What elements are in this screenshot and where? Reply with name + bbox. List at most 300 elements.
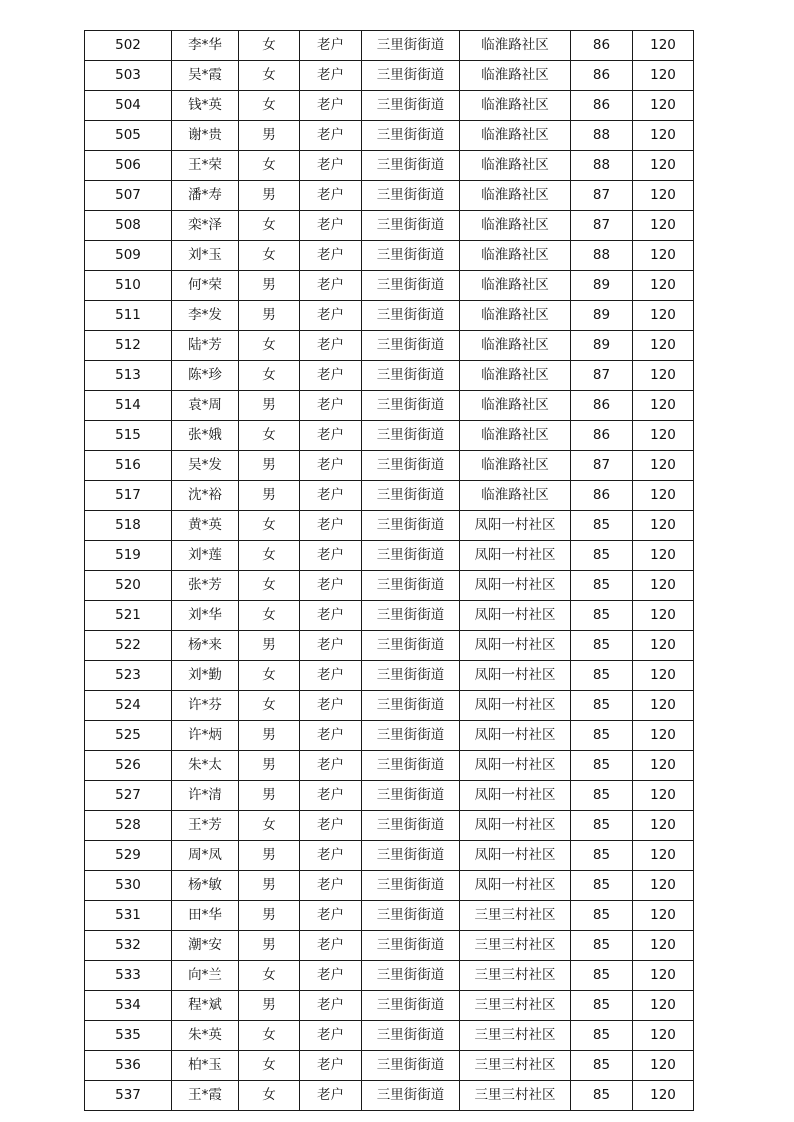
street-cell: 三里街街道 bbox=[362, 691, 460, 721]
age-cell: 85 bbox=[571, 601, 633, 631]
age-cell: 85 bbox=[571, 781, 633, 811]
table-row bbox=[85, 781, 694, 811]
name-cell: 程*斌 bbox=[172, 991, 239, 1021]
community-cell: 临淮路社区 bbox=[460, 211, 571, 241]
name-cell: 刘*玉 bbox=[172, 241, 239, 271]
row-number-cell: 511 bbox=[85, 301, 172, 331]
gender-cell: 女 bbox=[239, 511, 300, 541]
household-type-cell: 老户 bbox=[300, 31, 362, 61]
name-cell: 周*凤 bbox=[172, 841, 239, 871]
household-type-cell: 老户 bbox=[300, 211, 362, 241]
street-cell: 三里街街道 bbox=[362, 361, 460, 391]
community-cell: 临淮路社区 bbox=[460, 361, 571, 391]
amount-cell: 120 bbox=[633, 361, 694, 391]
gender-cell: 男 bbox=[239, 391, 300, 421]
amount-cell: 120 bbox=[633, 91, 694, 121]
row-number-cell: 519 bbox=[85, 541, 172, 571]
gender-cell: 女 bbox=[239, 61, 300, 91]
community-cell: 临淮路社区 bbox=[460, 301, 571, 331]
amount-cell: 120 bbox=[633, 31, 694, 61]
roster-table bbox=[84, 30, 694, 1111]
amount-cell: 120 bbox=[633, 661, 694, 691]
household-type-cell: 老户 bbox=[300, 91, 362, 121]
name-cell: 袁*周 bbox=[172, 391, 239, 421]
name-cell: 李*华 bbox=[172, 31, 239, 61]
row-number-cell: 521 bbox=[85, 601, 172, 631]
community-cell: 三里三村社区 bbox=[460, 901, 571, 931]
age-cell: 87 bbox=[571, 181, 633, 211]
gender-cell: 女 bbox=[239, 31, 300, 61]
gender-cell: 男 bbox=[239, 871, 300, 901]
street-cell: 三里街街道 bbox=[362, 391, 460, 421]
community-cell: 临淮路社区 bbox=[460, 151, 571, 181]
table-row bbox=[85, 151, 694, 181]
gender-cell: 女 bbox=[239, 661, 300, 691]
row-number-cell: 523 bbox=[85, 661, 172, 691]
gender-cell: 女 bbox=[239, 1081, 300, 1111]
gender-cell: 男 bbox=[239, 841, 300, 871]
age-cell: 85 bbox=[571, 691, 633, 721]
street-cell: 三里街街道 bbox=[362, 331, 460, 361]
table-row bbox=[85, 31, 694, 61]
amount-cell: 120 bbox=[633, 391, 694, 421]
community-cell: 凤阳一村社区 bbox=[460, 751, 571, 781]
row-number-cell: 512 bbox=[85, 331, 172, 361]
community-cell: 三里三村社区 bbox=[460, 991, 571, 1021]
community-cell: 凤阳一村社区 bbox=[460, 691, 571, 721]
community-cell: 三里三村社区 bbox=[460, 931, 571, 961]
row-number-cell: 518 bbox=[85, 511, 172, 541]
household-type-cell: 老户 bbox=[300, 631, 362, 661]
table-row bbox=[85, 961, 694, 991]
household-type-cell: 老户 bbox=[300, 121, 362, 151]
table-row bbox=[85, 301, 694, 331]
household-type-cell: 老户 bbox=[300, 1081, 362, 1111]
gender-cell: 男 bbox=[239, 901, 300, 931]
row-number-cell: 531 bbox=[85, 901, 172, 931]
table-row bbox=[85, 691, 694, 721]
table-row bbox=[85, 91, 694, 121]
community-cell: 凤阳一村社区 bbox=[460, 541, 571, 571]
street-cell: 三里街街道 bbox=[362, 31, 460, 61]
row-number-cell: 533 bbox=[85, 961, 172, 991]
name-cell: 潘*寿 bbox=[172, 181, 239, 211]
table-row bbox=[85, 1021, 694, 1051]
age-cell: 85 bbox=[571, 1081, 633, 1111]
street-cell: 三里街街道 bbox=[362, 601, 460, 631]
amount-cell: 120 bbox=[633, 121, 694, 151]
street-cell: 三里街街道 bbox=[362, 271, 460, 301]
amount-cell: 120 bbox=[633, 811, 694, 841]
amount-cell: 120 bbox=[633, 751, 694, 781]
amount-cell: 120 bbox=[633, 541, 694, 571]
community-cell: 凤阳一村社区 bbox=[460, 631, 571, 661]
gender-cell: 女 bbox=[239, 151, 300, 181]
gender-cell: 男 bbox=[239, 931, 300, 961]
amount-cell: 120 bbox=[633, 1051, 694, 1081]
gender-cell: 女 bbox=[239, 541, 300, 571]
gender-cell: 女 bbox=[239, 331, 300, 361]
name-cell: 向*兰 bbox=[172, 961, 239, 991]
street-cell: 三里街街道 bbox=[362, 931, 460, 961]
table-row bbox=[85, 1051, 694, 1081]
gender-cell: 男 bbox=[239, 751, 300, 781]
community-cell: 三里三村社区 bbox=[460, 1081, 571, 1111]
name-cell: 许*清 bbox=[172, 781, 239, 811]
street-cell: 三里街街道 bbox=[362, 571, 460, 601]
age-cell: 88 bbox=[571, 151, 633, 181]
amount-cell: 120 bbox=[633, 61, 694, 91]
row-number-cell: 507 bbox=[85, 181, 172, 211]
table-row bbox=[85, 901, 694, 931]
community-cell: 临淮路社区 bbox=[460, 391, 571, 421]
table-row bbox=[85, 631, 694, 661]
household-type-cell: 老户 bbox=[300, 301, 362, 331]
row-number-cell: 517 bbox=[85, 481, 172, 511]
row-number-cell: 524 bbox=[85, 691, 172, 721]
table-row bbox=[85, 61, 694, 91]
age-cell: 85 bbox=[571, 631, 633, 661]
row-number-cell: 536 bbox=[85, 1051, 172, 1081]
name-cell: 栾*泽 bbox=[172, 211, 239, 241]
name-cell: 沈*裕 bbox=[172, 481, 239, 511]
name-cell: 朱*太 bbox=[172, 751, 239, 781]
community-cell: 临淮路社区 bbox=[460, 91, 571, 121]
amount-cell: 120 bbox=[633, 331, 694, 361]
street-cell: 三里街街道 bbox=[362, 1081, 460, 1111]
name-cell: 王*芳 bbox=[172, 811, 239, 841]
row-number-cell: 525 bbox=[85, 721, 172, 751]
table-row bbox=[85, 451, 694, 481]
household-type-cell: 老户 bbox=[300, 391, 362, 421]
age-cell: 85 bbox=[571, 931, 633, 961]
community-cell: 临淮路社区 bbox=[460, 61, 571, 91]
table-row bbox=[85, 841, 694, 871]
community-cell: 临淮路社区 bbox=[460, 241, 571, 271]
amount-cell: 120 bbox=[633, 601, 694, 631]
amount-cell: 120 bbox=[633, 871, 694, 901]
gender-cell: 男 bbox=[239, 301, 300, 331]
table-row bbox=[85, 211, 694, 241]
table-row bbox=[85, 1081, 694, 1111]
household-type-cell: 老户 bbox=[300, 61, 362, 91]
street-cell: 三里街街道 bbox=[362, 61, 460, 91]
street-cell: 三里街街道 bbox=[362, 511, 460, 541]
gender-cell: 女 bbox=[239, 361, 300, 391]
amount-cell: 120 bbox=[633, 691, 694, 721]
amount-cell: 120 bbox=[633, 241, 694, 271]
street-cell: 三里街街道 bbox=[362, 811, 460, 841]
row-number-cell: 505 bbox=[85, 121, 172, 151]
age-cell: 89 bbox=[571, 301, 633, 331]
community-cell: 凤阳一村社区 bbox=[460, 511, 571, 541]
amount-cell: 120 bbox=[633, 271, 694, 301]
row-number-cell: 513 bbox=[85, 361, 172, 391]
table-row bbox=[85, 181, 694, 211]
household-type-cell: 老户 bbox=[300, 271, 362, 301]
community-cell: 凤阳一村社区 bbox=[460, 811, 571, 841]
amount-cell: 120 bbox=[633, 991, 694, 1021]
age-cell: 85 bbox=[571, 1051, 633, 1081]
amount-cell: 120 bbox=[633, 481, 694, 511]
household-type-cell: 老户 bbox=[300, 961, 362, 991]
household-type-cell: 老户 bbox=[300, 241, 362, 271]
row-number-cell: 504 bbox=[85, 91, 172, 121]
household-type-cell: 老户 bbox=[300, 541, 362, 571]
age-cell: 86 bbox=[571, 421, 633, 451]
street-cell: 三里街街道 bbox=[362, 241, 460, 271]
gender-cell: 男 bbox=[239, 121, 300, 151]
community-cell: 凤阳一村社区 bbox=[460, 571, 571, 601]
household-type-cell: 老户 bbox=[300, 781, 362, 811]
amount-cell: 120 bbox=[633, 301, 694, 331]
table-row bbox=[85, 541, 694, 571]
gender-cell: 男 bbox=[239, 721, 300, 751]
community-cell: 凤阳一村社区 bbox=[460, 781, 571, 811]
community-cell: 凤阳一村社区 bbox=[460, 871, 571, 901]
amount-cell: 120 bbox=[633, 421, 694, 451]
street-cell: 三里街街道 bbox=[362, 301, 460, 331]
row-number-cell: 520 bbox=[85, 571, 172, 601]
street-cell: 三里街街道 bbox=[362, 211, 460, 241]
row-number-cell: 508 bbox=[85, 211, 172, 241]
street-cell: 三里街街道 bbox=[362, 1021, 460, 1051]
community-cell: 临淮路社区 bbox=[460, 271, 571, 301]
name-cell: 柏*玉 bbox=[172, 1051, 239, 1081]
amount-cell: 120 bbox=[633, 1021, 694, 1051]
street-cell: 三里街街道 bbox=[362, 841, 460, 871]
age-cell: 87 bbox=[571, 451, 633, 481]
gender-cell: 女 bbox=[239, 421, 300, 451]
gender-cell: 男 bbox=[239, 631, 300, 661]
gender-cell: 女 bbox=[239, 211, 300, 241]
name-cell: 刘*莲 bbox=[172, 541, 239, 571]
table-row bbox=[85, 571, 694, 601]
table-row bbox=[85, 271, 694, 301]
age-cell: 89 bbox=[571, 331, 633, 361]
age-cell: 85 bbox=[571, 511, 633, 541]
name-cell: 陈*珍 bbox=[172, 361, 239, 391]
table-row bbox=[85, 421, 694, 451]
community-cell: 凤阳一村社区 bbox=[460, 721, 571, 751]
age-cell: 85 bbox=[571, 751, 633, 781]
age-cell: 87 bbox=[571, 211, 633, 241]
street-cell: 三里街街道 bbox=[362, 421, 460, 451]
gender-cell: 男 bbox=[239, 181, 300, 211]
amount-cell: 120 bbox=[633, 451, 694, 481]
age-cell: 85 bbox=[571, 571, 633, 601]
household-type-cell: 老户 bbox=[300, 751, 362, 781]
name-cell: 何*荣 bbox=[172, 271, 239, 301]
gender-cell: 男 bbox=[239, 451, 300, 481]
age-cell: 86 bbox=[571, 61, 633, 91]
street-cell: 三里街街道 bbox=[362, 451, 460, 481]
household-type-cell: 老户 bbox=[300, 361, 362, 391]
age-cell: 85 bbox=[571, 871, 633, 901]
age-cell: 85 bbox=[571, 901, 633, 931]
age-cell: 85 bbox=[571, 721, 633, 751]
row-number-cell: 529 bbox=[85, 841, 172, 871]
street-cell: 三里街街道 bbox=[362, 661, 460, 691]
table-row bbox=[85, 121, 694, 151]
community-cell: 三里三村社区 bbox=[460, 1021, 571, 1051]
household-type-cell: 老户 bbox=[300, 931, 362, 961]
roster-body bbox=[85, 31, 694, 1111]
household-type-cell: 老户 bbox=[300, 181, 362, 211]
name-cell: 陆*芳 bbox=[172, 331, 239, 361]
gender-cell: 女 bbox=[239, 241, 300, 271]
row-number-cell: 530 bbox=[85, 871, 172, 901]
community-cell: 临淮路社区 bbox=[460, 31, 571, 61]
street-cell: 三里街街道 bbox=[362, 961, 460, 991]
amount-cell: 120 bbox=[633, 151, 694, 181]
household-type-cell: 老户 bbox=[300, 661, 362, 691]
age-cell: 85 bbox=[571, 541, 633, 571]
gender-cell: 女 bbox=[239, 91, 300, 121]
amount-cell: 120 bbox=[633, 571, 694, 601]
community-cell: 临淮路社区 bbox=[460, 331, 571, 361]
table-row bbox=[85, 241, 694, 271]
household-type-cell: 老户 bbox=[300, 1051, 362, 1081]
table-row bbox=[85, 481, 694, 511]
street-cell: 三里街街道 bbox=[362, 151, 460, 181]
amount-cell: 120 bbox=[633, 181, 694, 211]
gender-cell: 女 bbox=[239, 571, 300, 601]
age-cell: 85 bbox=[571, 1021, 633, 1051]
street-cell: 三里街街道 bbox=[362, 991, 460, 1021]
amount-cell: 120 bbox=[633, 841, 694, 871]
household-type-cell: 老户 bbox=[300, 481, 362, 511]
street-cell: 三里街街道 bbox=[362, 91, 460, 121]
name-cell: 刘*华 bbox=[172, 601, 239, 631]
gender-cell: 男 bbox=[239, 991, 300, 1021]
gender-cell: 男 bbox=[239, 781, 300, 811]
row-number-cell: 515 bbox=[85, 421, 172, 451]
gender-cell: 女 bbox=[239, 601, 300, 631]
name-cell: 张*芳 bbox=[172, 571, 239, 601]
table-row bbox=[85, 751, 694, 781]
name-cell: 潮*安 bbox=[172, 931, 239, 961]
row-number-cell: 537 bbox=[85, 1081, 172, 1111]
table-row bbox=[85, 391, 694, 421]
name-cell: 朱*英 bbox=[172, 1021, 239, 1051]
household-type-cell: 老户 bbox=[300, 871, 362, 901]
table-row bbox=[85, 811, 694, 841]
gender-cell: 男 bbox=[239, 271, 300, 301]
street-cell: 三里街街道 bbox=[362, 781, 460, 811]
community-cell: 凤阳一村社区 bbox=[460, 841, 571, 871]
row-number-cell: 509 bbox=[85, 241, 172, 271]
household-type-cell: 老户 bbox=[300, 691, 362, 721]
street-cell: 三里街街道 bbox=[362, 541, 460, 571]
row-number-cell: 510 bbox=[85, 271, 172, 301]
name-cell: 谢*贵 bbox=[172, 121, 239, 151]
table-row bbox=[85, 871, 694, 901]
name-cell: 黄*英 bbox=[172, 511, 239, 541]
age-cell: 88 bbox=[571, 241, 633, 271]
row-number-cell: 534 bbox=[85, 991, 172, 1021]
row-number-cell: 535 bbox=[85, 1021, 172, 1051]
age-cell: 87 bbox=[571, 361, 633, 391]
amount-cell: 120 bbox=[633, 511, 694, 541]
table-row bbox=[85, 601, 694, 631]
table-row bbox=[85, 721, 694, 751]
age-cell: 85 bbox=[571, 961, 633, 991]
age-cell: 85 bbox=[571, 841, 633, 871]
street-cell: 三里街街道 bbox=[362, 1051, 460, 1081]
street-cell: 三里街街道 bbox=[362, 121, 460, 151]
community-cell: 三里三村社区 bbox=[460, 961, 571, 991]
community-cell: 临淮路社区 bbox=[460, 481, 571, 511]
household-type-cell: 老户 bbox=[300, 421, 362, 451]
table-row bbox=[85, 361, 694, 391]
household-type-cell: 老户 bbox=[300, 151, 362, 181]
household-type-cell: 老户 bbox=[300, 451, 362, 481]
row-number-cell: 506 bbox=[85, 151, 172, 181]
age-cell: 88 bbox=[571, 121, 633, 151]
community-cell: 临淮路社区 bbox=[460, 451, 571, 481]
name-cell: 许*芬 bbox=[172, 691, 239, 721]
amount-cell: 120 bbox=[633, 721, 694, 751]
name-cell: 王*霞 bbox=[172, 1081, 239, 1111]
row-number-cell: 528 bbox=[85, 811, 172, 841]
age-cell: 85 bbox=[571, 991, 633, 1021]
household-type-cell: 老户 bbox=[300, 901, 362, 931]
table-row bbox=[85, 511, 694, 541]
age-cell: 85 bbox=[571, 811, 633, 841]
household-type-cell: 老户 bbox=[300, 601, 362, 631]
community-cell: 临淮路社区 bbox=[460, 421, 571, 451]
name-cell: 吴*发 bbox=[172, 451, 239, 481]
table-row bbox=[85, 331, 694, 361]
street-cell: 三里街街道 bbox=[362, 901, 460, 931]
street-cell: 三里街街道 bbox=[362, 181, 460, 211]
household-type-cell: 老户 bbox=[300, 511, 362, 541]
amount-cell: 120 bbox=[633, 961, 694, 991]
amount-cell: 120 bbox=[633, 1081, 694, 1111]
community-cell: 临淮路社区 bbox=[460, 181, 571, 211]
name-cell: 许*炳 bbox=[172, 721, 239, 751]
age-cell: 86 bbox=[571, 391, 633, 421]
gender-cell: 女 bbox=[239, 1051, 300, 1081]
age-cell: 86 bbox=[571, 91, 633, 121]
amount-cell: 120 bbox=[633, 631, 694, 661]
household-type-cell: 老户 bbox=[300, 1021, 362, 1051]
name-cell: 王*荣 bbox=[172, 151, 239, 181]
table-row bbox=[85, 661, 694, 691]
name-cell: 杨*敏 bbox=[172, 871, 239, 901]
street-cell: 三里街街道 bbox=[362, 751, 460, 781]
community-cell: 三里三村社区 bbox=[460, 1051, 571, 1081]
gender-cell: 女 bbox=[239, 1021, 300, 1051]
name-cell: 张*娥 bbox=[172, 421, 239, 451]
household-type-cell: 老户 bbox=[300, 331, 362, 361]
community-cell: 凤阳一村社区 bbox=[460, 661, 571, 691]
age-cell: 86 bbox=[571, 481, 633, 511]
row-number-cell: 502 bbox=[85, 31, 172, 61]
street-cell: 三里街街道 bbox=[362, 631, 460, 661]
age-cell: 89 bbox=[571, 271, 633, 301]
name-cell: 杨*来 bbox=[172, 631, 239, 661]
name-cell: 李*发 bbox=[172, 301, 239, 331]
row-number-cell: 527 bbox=[85, 781, 172, 811]
amount-cell: 120 bbox=[633, 781, 694, 811]
age-cell: 86 bbox=[571, 31, 633, 61]
amount-cell: 120 bbox=[633, 901, 694, 931]
name-cell: 田*华 bbox=[172, 901, 239, 931]
amount-cell: 120 bbox=[633, 211, 694, 241]
amount-cell: 120 bbox=[633, 931, 694, 961]
